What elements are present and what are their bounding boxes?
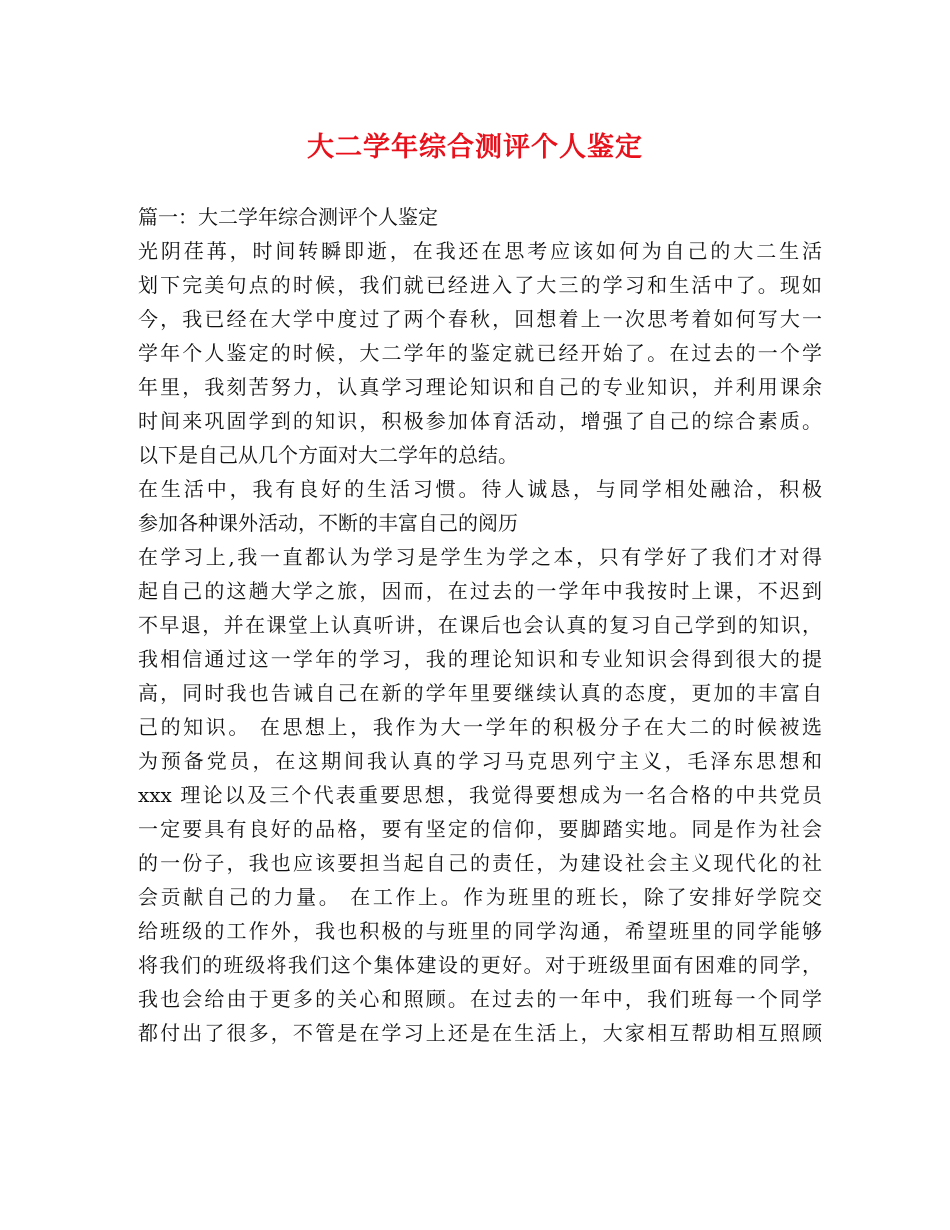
document-body [138,200,822,1050]
paragraph-line: 都付出了很多，不管是在学习上还是在生活上，大家相互帮助相互照顾 [138,1021,822,1045]
paragraph-line: 时间来巩固学到的知识，积极参加体育活动，增强了自己的综合素质。 [138,409,822,433]
paragraph-line: 高，同时我也告诫自己在新的学年里要继续认真的态度，更加的丰富自 [138,681,822,705]
paragraph-line: 给班级的工作外，我也积极的与班里的同学沟通，希望班里的同学能够 [138,919,822,943]
paragraph-line: 我相信通过这一学年的学习，我的理论知识和专业知识会得到很大的提 [138,647,822,671]
paragraph-line: 以下是自己从几个方面对大二学年的总结。 [138,443,518,467]
paragraph-line: 会贡献自己的力量。 在工作上。作为班里的班长，除了安排好学院交 [138,885,822,909]
document-title: 大二学年综合测评个人鉴定 [307,132,643,163]
paragraph-line: 划下完美句点的时候，我们就已经进入了大三的学习和生活中了。现如 [138,273,822,297]
paragraph-line: 不早退，并在课堂上认真听讲，在课后也会认真的复习自己学到的知识， [138,613,822,637]
paragraph-line: 年里，我刻苦努力，认真学习理论知识和自己的专业知识，并利用课余 [138,375,822,399]
paragraph-line: 在学习上,我一直都认为学习是学生为学之本，只有学好了我们才对得 [138,545,822,569]
paragraph-line: 今，我已经在大学中度过了两个春秋，回想着上一次思考着如何写大一 [138,307,822,331]
paragraph-line: 在生活中，我有良好的生活习惯。待人诚恳，与同学相处融洽，积极 [138,477,822,501]
paragraph-line: 的一份子，我也应该要担当起自己的责任，为建设社会主义现代化的社 [138,851,822,875]
paragraph-line: 己的知识。 在思想上，我作为大一学年的积极分子在大二的时候被选 [138,715,822,739]
paragraph-line: 起自己的这趟大学之旅，因而，在过去的一学年中我按时上课，不迟到 [138,579,822,603]
paragraph-line: 光阴荏苒，时间转瞬即逝，在我还在思考应该如何为自己的大二生活 [138,239,822,263]
paragraph-line: xxx 理论以及三个代表重要思想，我觉得要想成为一名合格的中共党员 [138,783,822,807]
paragraph-line: 参加各种课外活动，不断的丰富自己的阅历 [138,511,518,535]
paragraph-line: 我也会给由于更多的关心和照顾。在过去的一年中，我们班每一个同学 [138,987,822,1011]
paragraph-line: 将我们的班级将我们这个集体建设的更好。对于班级里面有困难的同学， [138,953,822,977]
paragraph-line: 篇一：大二学年综合测评个人鉴定 [138,205,438,229]
paragraph-line: 一定要具有良好的品格，要有坚定的信仰，要脚踏实地。同是作为社会 [138,817,822,841]
paragraph-line: 为预备党员，在这期间我认真的学习马克思列宁主义，毛泽东思想和 [138,749,822,773]
paragraph-line: 学年个人鉴定的时候，大二学年的鉴定就已经开始了。在过去的一个学 [138,341,822,365]
